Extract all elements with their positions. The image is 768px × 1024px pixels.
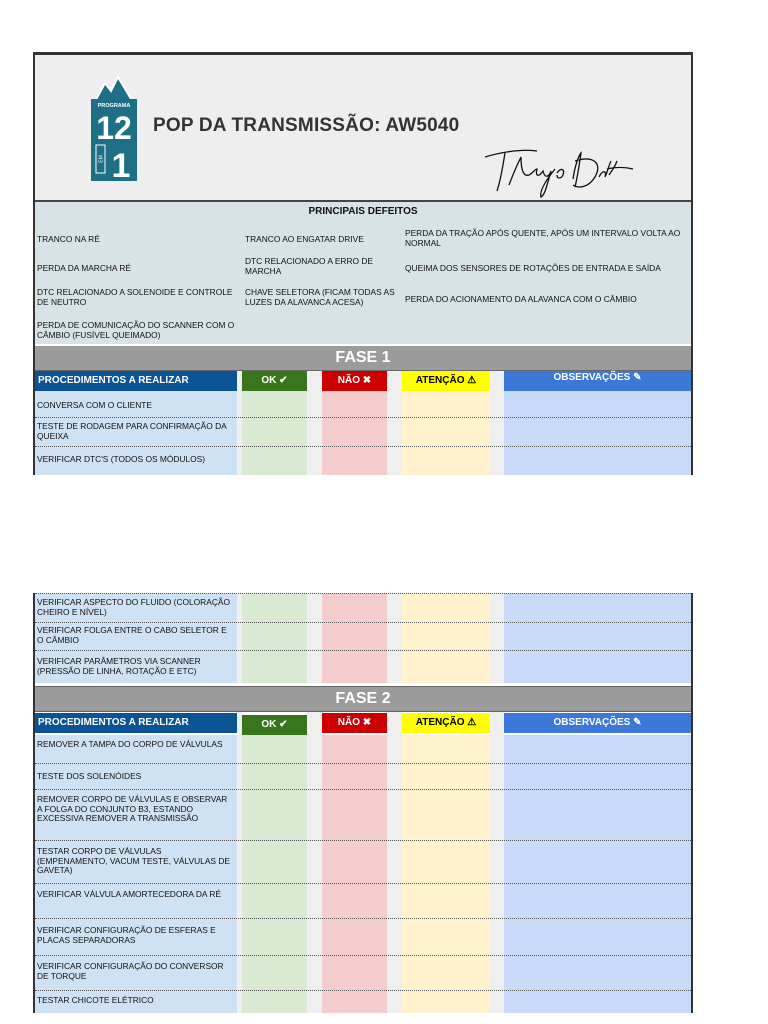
defect-item: PERDA DA MARCHA RÉ (37, 263, 132, 273)
nao-header: NÃO ✖ (322, 713, 387, 733)
obs-header: OBSERVAÇÕES ✎ (504, 371, 691, 391)
table-row (35, 956, 691, 991)
table-row (35, 991, 691, 1013)
row-label: VERIFICAR CONFIGURAÇÃO DO CONVERSOR DE TORQUE (37, 961, 224, 981)
row-label: VERIFICAR FOLGA ENTRE O CABO SELETOR E O CÂMBIO (37, 625, 227, 645)
defect-item: DTC RELACIONADO A ERRO DE MARCHA (245, 256, 373, 276)
ok-header: OK ✔ (242, 371, 307, 391)
defect-item: PERDA DO ACIONAMENTO DA ALAVANCA COM O CÂMBIO (405, 294, 637, 304)
proc-header: PROCEDIMENTOS A REALIZAR (35, 713, 237, 733)
row-label: TESTE DOS SOLENÓIDES (37, 771, 142, 781)
row-label: TESTE DE RODAGEM PARA CONFIRMAÇÃO DA QUEIXA (37, 421, 227, 441)
row-label: VERIFICAR VÁLVULA AMORTECEDORA DA RÉ (37, 889, 221, 899)
table-row (35, 884, 691, 919)
table-row (35, 418, 691, 447)
row-label: CONVERSA COM O CLIENTE (37, 400, 152, 410)
program-logo (91, 73, 137, 185)
row-label: VERIFICAR DTC'S (TODOS OS MÓDULOS) (37, 454, 206, 464)
defect-item: QUEIMA DOS SENSORES DE ROTAÇÕES DE ENTRADA E SAÍDA (405, 263, 661, 273)
phase-1-heading: FASE 1 (35, 346, 691, 371)
table-row (35, 841, 691, 884)
table-row (35, 393, 691, 418)
obs-header: OBSERVAÇÕES ✎ (504, 713, 691, 733)
logo-one: 1 (111, 147, 131, 185)
nao-header: NÃO ✖ (322, 371, 387, 391)
defect-item: DTC RELACIONADO A SOLENOIDE E CONTROLE DE NEUTRO (37, 287, 233, 307)
logo-number: 12 (96, 110, 132, 146)
signature-image (475, 139, 635, 199)
header (35, 55, 691, 202)
ok-header: OK ✔ (242, 715, 307, 735)
row-label: TESTAR CHICOTE ELÉTRICO (37, 995, 154, 1005)
defect-item: TRANCO NA RÉ (37, 234, 100, 244)
table-row (35, 593, 691, 623)
defects-heading: PRINCIPAIS DEFEITOS (308, 206, 418, 217)
row-label: TESTAR CORPO DE VÁLVULAS (EMPENAMENTO, VACUM TESTE, VÁLVULAS DE GAVETA) (37, 846, 230, 875)
table-row (35, 790, 691, 841)
proc-header: PROCEDIMENTOS A REALIZAR (35, 371, 237, 391)
table-row (35, 447, 691, 473)
row-label: VERIFICAR PARÂMETROS VIA SCANNER (PRESSÃO DE LINHA, ROTAÇÃO E ETC) (37, 656, 201, 676)
logo-program-text: PROGRAMA (97, 103, 131, 109)
table-row (35, 736, 691, 764)
defect-item: PERDA DA TRAÇÃO APÓS QUENTE, APÓS UM INTERVALO VOLTA AO NORMAL (405, 228, 681, 248)
atencao-header: ATENÇÃO ⚠ (402, 371, 490, 391)
sheet-page-1 (33, 52, 693, 475)
defects-section (35, 202, 691, 344)
table-row (35, 919, 691, 956)
table-row (35, 622, 691, 651)
defect-item: PERDA DE COMUNICAÇÃO DO SCANNER COM O CÂMBIO (FUSÍVEL QUEIMADO) (37, 320, 235, 340)
row-label: REMOVER A TAMPA DO CORPO DE VÁLVULAS (37, 739, 223, 749)
defect-item: CHAVE SELETORA (FICAM TODAS AS LUZES DA ALAVANCA ACESA) (245, 287, 395, 307)
row-label: VERIFICAR ASPECTO DO FLUIDO (COLORAÇÃO CHEIRO E NÍVEL) (37, 597, 230, 617)
logo-em: EM (98, 155, 105, 163)
row-label: REMOVER CORPO DE VÁLVULAS E OBSERVAR A FOLGA DO CONJUNTO B3, ESTANDO EXCESSIVA REMOVER A TRANSMISSÃO (37, 794, 228, 823)
table-row (35, 651, 691, 683)
row-label: VERIFICAR CONFIGURAÇÃO DE ESFERAS E PLACAS SEPARADORAS (37, 925, 216, 945)
table-row (35, 764, 691, 790)
atencao-header: ATENÇÃO ⚠ (402, 713, 490, 733)
phase-2-heading: FASE 2 (35, 686, 691, 712)
page-title: POP DA TRANSMISSÃO: AW5040 (153, 115, 460, 136)
defect-item: TRANCO AO ENGATAR DRIVE (245, 234, 364, 244)
sheet-page-2 (33, 593, 693, 1013)
